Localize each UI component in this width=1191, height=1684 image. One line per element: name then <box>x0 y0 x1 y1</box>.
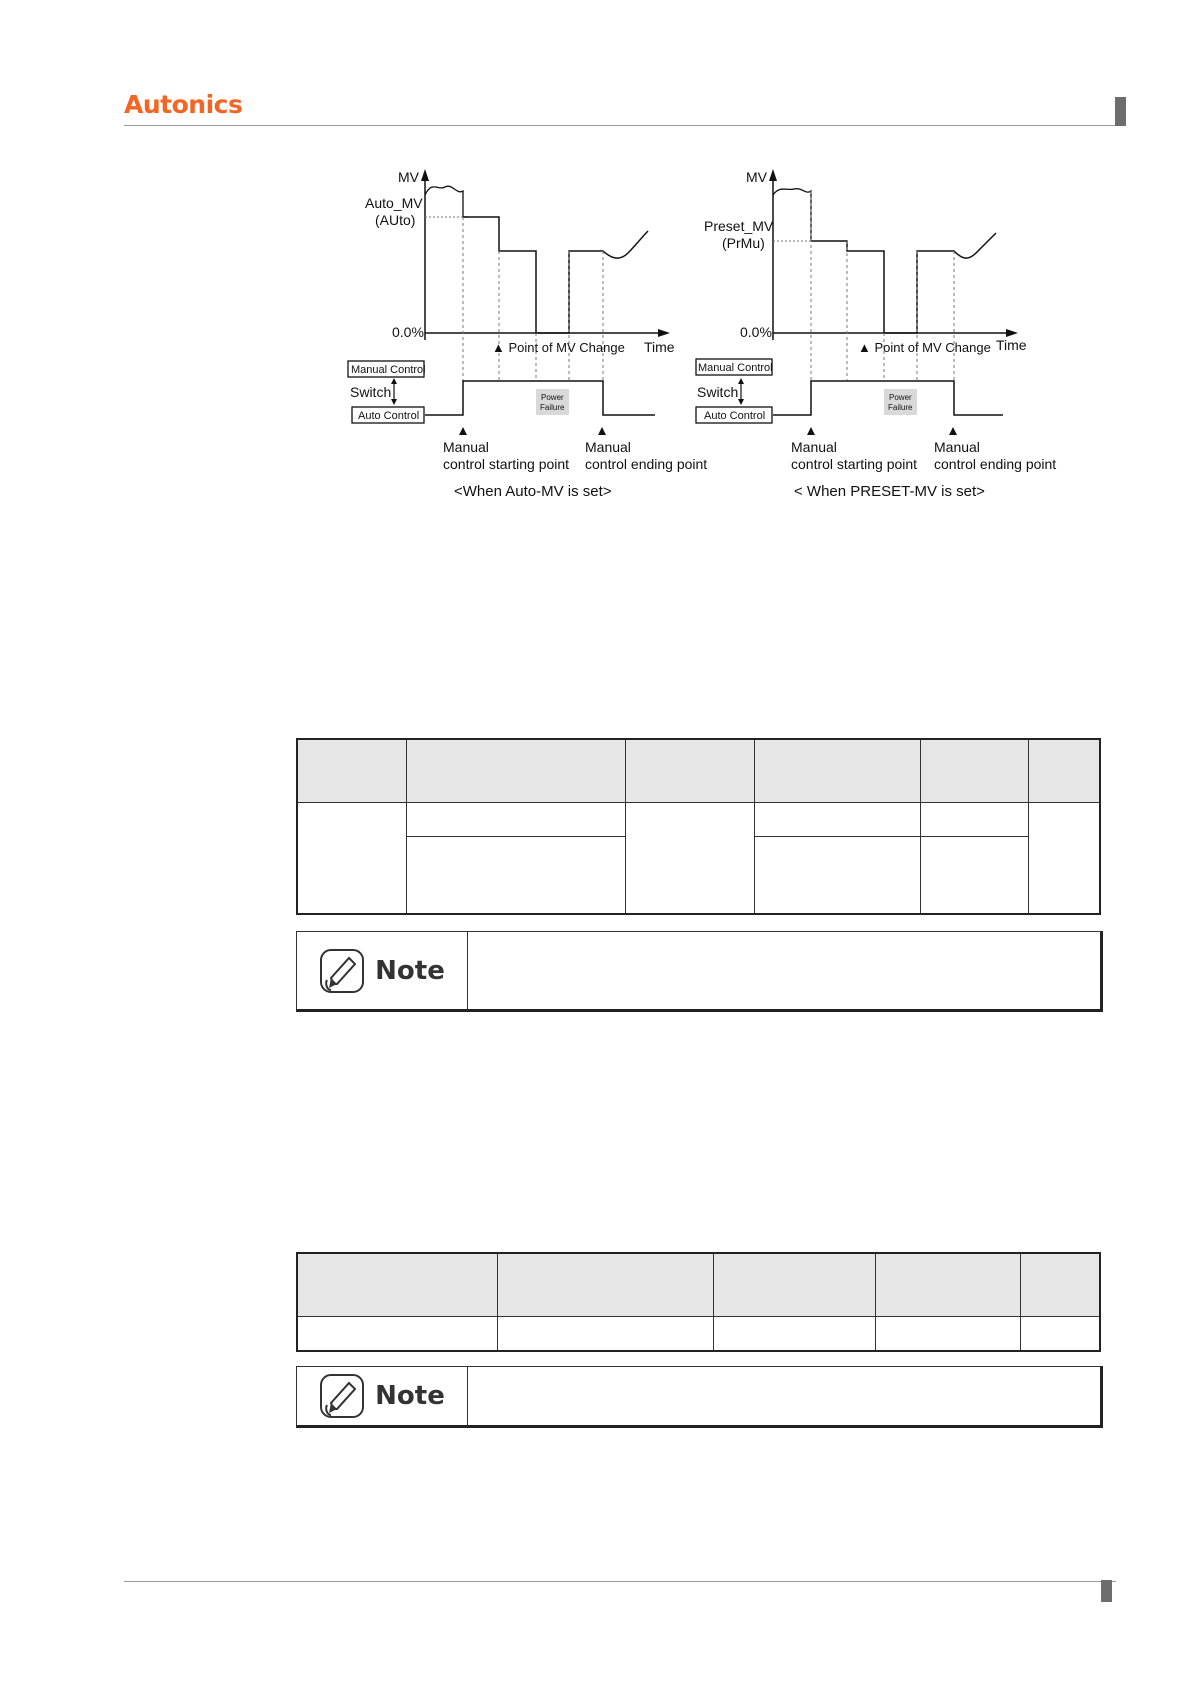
note-2-label-cell <box>297 1367 468 1425</box>
footer-edge-tab <box>1101 1580 1112 1602</box>
right-power-failure-text-2: Failure <box>888 403 913 412</box>
left-x-axis-arrow <box>658 329 670 337</box>
left-switch-label: Switch <box>350 384 392 400</box>
table-1-header-cell <box>406 739 625 802</box>
right-start-text-2: control starting point <box>791 456 918 472</box>
table-1-cell <box>755 836 920 914</box>
right-auto-control-text: Auto Control <box>704 410 766 422</box>
table-1-cell <box>406 802 625 836</box>
parameter-table-2 <box>296 1252 1101 1352</box>
left-power-failure-text-2: Failure <box>540 403 565 412</box>
table-row <box>297 802 1100 836</box>
note-1-body <box>468 932 1100 1009</box>
right-caption: < When PRESET-MV is set> <box>794 483 985 500</box>
right-start-text-1: Manual <box>791 439 837 455</box>
table-1-header-cell <box>297 739 406 802</box>
right-end-marker <box>949 427 957 435</box>
right-y-axis-arrow <box>769 169 777 181</box>
right-mv-steps <box>811 233 996 333</box>
header-edge-tab <box>1115 97 1126 126</box>
right-mv-name: Preset_MV <box>704 218 774 234</box>
right-mv-label: MV <box>746 169 767 185</box>
left-power-failure-text-1: Power <box>541 393 564 402</box>
table-1-header-row <box>297 739 1100 802</box>
table-2-header-cell <box>297 1253 498 1316</box>
left-end-text-2: control ending point <box>585 456 708 472</box>
left-start-text-2: control starting point <box>443 456 570 472</box>
right-end-text-1: Manual <box>934 439 980 455</box>
table-2-header-cell <box>876 1253 1021 1316</box>
table-1-cell <box>920 802 1029 836</box>
note-pencil-icon <box>319 948 365 994</box>
right-switch-label: Switch <box>697 384 739 400</box>
left-end-text-1: Manual <box>585 439 631 455</box>
mv-timing-diagram <box>330 165 1110 515</box>
table-2-header-cell <box>713 1253 875 1316</box>
brand-logo: Autonics <box>124 90 243 119</box>
table-2-cell <box>498 1316 714 1351</box>
table-1-header-cell <box>625 739 755 802</box>
table-2-cell <box>297 1316 498 1351</box>
note-1-label-cell <box>297 932 468 1009</box>
table-2-header-cell <box>498 1253 714 1316</box>
parameter-table-1 <box>296 738 1101 915</box>
left-mv-curve <box>425 186 468 217</box>
mv-timing-figure <box>330 165 1110 515</box>
table-1-cell <box>1029 802 1100 914</box>
left-chart <box>348 169 707 500</box>
right-mv-change-label: ▲ Point of MV Change <box>858 340 991 355</box>
table-1-cell <box>920 836 1029 914</box>
table-1-header-cell <box>1029 739 1100 802</box>
note-pencil-icon <box>319 1373 365 1419</box>
table-2-cell <box>876 1316 1021 1351</box>
table-1-header-cell <box>755 739 920 802</box>
table-1-cell <box>755 802 920 836</box>
right-end-text-2: control ending point <box>934 456 1057 472</box>
table-1-cell <box>625 802 755 914</box>
right-mv-curve <box>773 189 811 241</box>
table-2-header-row <box>297 1253 1100 1316</box>
left-mv-change-label: ▲ Point of MV Change <box>492 340 625 355</box>
right-manual-control-text: Manual Control <box>698 362 773 374</box>
table-row <box>297 1316 1100 1351</box>
right-start-marker <box>807 427 815 435</box>
header-rule <box>124 125 1126 126</box>
left-manual-control-text: Manual Control <box>351 364 426 376</box>
footer-rule <box>124 1581 1116 1582</box>
left-mv-steps <box>463 217 648 333</box>
right-zero-label: 0.0% <box>740 324 772 340</box>
note-box-2 <box>296 1366 1103 1428</box>
note-2-label: Note <box>375 1381 445 1411</box>
table-1-cell <box>297 802 406 914</box>
note-2-body <box>468 1367 1100 1425</box>
left-mv-label: MV <box>398 169 419 185</box>
right-power-failure-text-1: Power <box>889 393 912 402</box>
left-start-marker <box>459 427 467 435</box>
table-1-cell <box>406 836 625 914</box>
note-1-label: Note <box>375 955 445 986</box>
right-time-label: Time <box>996 337 1027 353</box>
left-end-marker <box>598 427 606 435</box>
left-zero-label: 0.0% <box>392 324 424 340</box>
table-2-cell <box>713 1316 875 1351</box>
left-auto-control-text: Auto Control <box>358 410 420 422</box>
left-mv-name: Auto_MV <box>365 195 423 211</box>
right-chart <box>696 169 1056 500</box>
table-1-header-cell <box>920 739 1029 802</box>
left-time-label: Time <box>644 339 675 355</box>
note-box-1 <box>296 931 1103 1012</box>
left-start-text-1: Manual <box>443 439 489 455</box>
table-2-header-cell <box>1021 1253 1100 1316</box>
left-mv-code: (AUto) <box>375 212 416 228</box>
right-x-axis-arrow <box>1006 329 1018 337</box>
right-mv-code: (PrMu) <box>722 235 765 251</box>
left-y-axis-arrow <box>421 169 429 181</box>
table-2-cell <box>1021 1316 1100 1351</box>
left-caption: <When Auto-MV is set> <box>454 483 612 500</box>
